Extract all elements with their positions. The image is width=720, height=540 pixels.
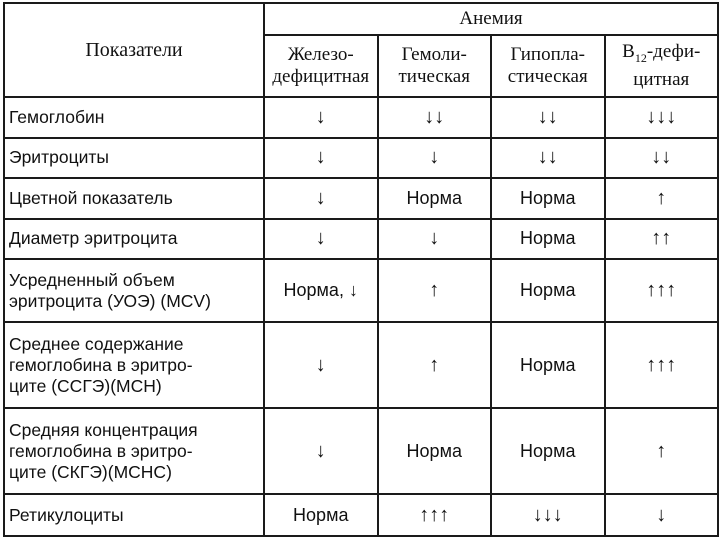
table-cell: ↓	[264, 178, 378, 219]
header-row-group	[4, 3, 718, 35]
table-cell: Норма, ↓	[264, 259, 378, 322]
table-cell: ↑↑	[605, 219, 719, 260]
table-cell: ↑	[605, 408, 719, 494]
column-header-line2: тическая	[398, 66, 470, 87]
table-row	[4, 322, 718, 408]
table-cell: ↑↑↑	[605, 259, 719, 322]
table-cell: ↑	[605, 178, 719, 219]
table-cell: ↓	[264, 408, 378, 494]
table-cell: Норма	[491, 322, 605, 408]
column-header-line1: Железо-	[287, 44, 354, 65]
table-cell: Норма	[491, 259, 605, 322]
column-header-line2: цитная	[633, 68, 690, 90]
row-label: Гемоглобин	[4, 97, 264, 138]
table-cell: Норма	[491, 219, 605, 260]
table-cell: ↑	[378, 259, 492, 322]
table-cell: ↓↓	[491, 97, 605, 138]
table-row	[4, 494, 718, 536]
table-cell: ↓↓↓	[491, 494, 605, 536]
table-cell: Норма	[378, 178, 492, 219]
table-cell: ↓	[378, 138, 492, 179]
row-label: Цветной показатель	[4, 178, 264, 219]
column-header-b12-deficiency	[605, 35, 719, 97]
table-cell: Норма	[491, 178, 605, 219]
table-cell: ↓↓	[378, 97, 492, 138]
row-label: Усредненный объем эритроцита (УОЭ) (MCV)	[4, 259, 264, 322]
column-header-hemolytic	[378, 35, 492, 97]
table-row	[4, 178, 718, 219]
table-cell: Норма	[378, 408, 492, 494]
table-cell: ↓	[264, 138, 378, 179]
table-cell: ↓	[264, 219, 378, 260]
column-header-line2: стическая	[507, 66, 588, 87]
table-cell: ↑	[378, 322, 492, 408]
table-row	[4, 259, 718, 322]
row-label: Эритроциты	[4, 138, 264, 179]
table-row	[4, 97, 718, 138]
table-row	[4, 408, 718, 494]
table-cell: Норма	[491, 408, 605, 494]
row-label: Диаметр эритроцита	[4, 219, 264, 260]
table-cell: ↓	[264, 322, 378, 408]
table-cell: ↓↓↓	[605, 97, 719, 138]
table-cell: ↓↓	[605, 138, 719, 179]
column-header-hypoplastic	[491, 35, 605, 97]
table-cell: ↓	[378, 219, 492, 260]
table-row	[4, 138, 718, 179]
column-header-line2: дефицитная	[272, 66, 370, 87]
column-header-line1-suffix: -дефи-	[646, 41, 701, 63]
column-header-b-letter: B	[622, 41, 635, 63]
anemia-group-header: Анемия	[264, 3, 718, 35]
column-header-iron-deficiency	[264, 35, 378, 97]
indicators-column-header: Показатели	[4, 3, 264, 97]
table-row	[4, 219, 718, 260]
row-label: Среднее содержание гемоглобина в эритро- ците (ССГЭ)(МСН)	[4, 322, 264, 408]
row-label: Средняя концентрация гемоглобина в эритро- ците (СКГЭ)(МСНС)	[4, 408, 264, 494]
table-cell: ↓	[605, 494, 719, 536]
table-cell: ↓	[264, 97, 378, 138]
table-cell: Норма	[264, 494, 378, 536]
table-cell: ↓↓	[491, 138, 605, 179]
table-cell: ↑↑↑	[605, 322, 719, 408]
row-label: Ретикулоциты	[4, 494, 264, 536]
anemia-indicators-table	[3, 2, 719, 537]
column-header-subscript: 12	[634, 50, 647, 65]
column-header-line1: Гемоли-	[401, 44, 467, 65]
column-header-line1: Гипопла-	[510, 44, 585, 65]
table-cell: ↑↑↑	[378, 494, 492, 536]
